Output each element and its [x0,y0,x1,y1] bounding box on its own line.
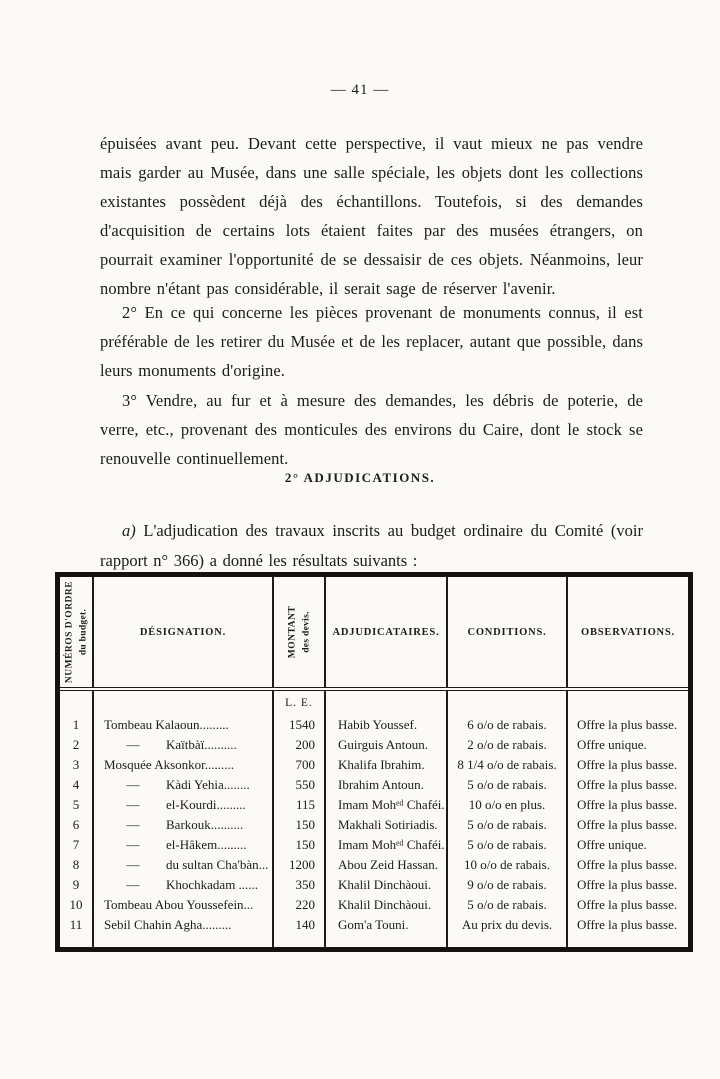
cell-designation: — du sultan Cha'bàn... [93,855,273,875]
table-row [60,875,688,895]
cell-adjudicataire: Imam Mohᵉᵈ Chaféi. [325,835,447,855]
table-row [60,715,688,735]
cell-adjudicataire: Gom'a Touni. [325,915,447,935]
cell-adjudicataire: Guirguis Antoun. [325,735,447,755]
cell-condition: 5 o/o de rabais. [447,835,567,855]
cell-observation: Offre la plus basse. [567,855,688,875]
table-row [60,855,688,875]
cell-observation: Offre la plus basse. [567,715,688,735]
cell-observation: Offre la plus basse. [567,875,688,895]
cell-condition: 5 o/o de rabais. [447,815,567,835]
cell-designation: — el-Hâkem......... [93,835,273,855]
cell-adjudicataire: Khalifa Ibrahim. [325,755,447,775]
cell-designation: — Khochkadam ...... [93,875,273,895]
cell-montant: 150 [273,835,325,855]
col-header-numeros [60,577,93,689]
cell-designation: Tombeau Kalaoun......... [93,715,273,735]
col-header-designation: DÉSIGNATION. [93,577,273,689]
paragraph-item-2: 2° En ce qui concerne les pièces provenant de monuments connus, il est préférable de les retirer du Musée et de les replacer, autant que possible, dans leurs monuments d'origine. [100,302,643,380]
table-row [60,835,688,855]
cell-observation: Offre la plus basse. [567,775,688,795]
ditto-dash: — [126,817,140,832]
table-row [60,775,688,795]
cell-num: 5 [72,797,80,812]
cell-condition: 6 o/o de rabais. [447,715,567,735]
cell-observation: Offre unique. [567,735,688,755]
cell-observation: Offre la plus basse. [567,815,688,835]
header-montant-line1: MONTANT [287,605,298,659]
cell-adjudicataire: Imam Mohᵉᵈ Chaféi. [325,795,447,815]
table-row [60,895,688,915]
cell-condition: 9 o/o de rabais. [447,875,567,895]
col-header-montant [273,577,325,689]
cell-designation: — Kaïtbàï.......... [93,735,273,755]
ditto-dash: — [126,877,140,892]
table-row [60,795,688,815]
cell-observation: Offre la plus basse. [567,755,688,775]
cell-condition: 5 o/o de rabais. [447,895,567,915]
ditto-dash: — [126,857,140,872]
cell-observation: Offre la plus basse. [567,895,688,915]
col-header-adjudicataires: ADJUDICATAIRES. [325,577,447,689]
table-intro-paragraph [100,516,643,576]
table-row [60,735,688,755]
table-row [60,755,688,775]
cell-designation: — Barkouk.......... [93,815,273,835]
table-row [60,915,688,935]
cell-adjudicataire: Habib Youssef. [325,715,447,735]
ditto-dash: — [126,777,140,792]
col-header-conditions: CONDITIONS. [447,577,567,689]
cell-num: 1 [72,717,80,732]
cell-designation: — el-Kourdi......... [93,795,273,815]
cell-montant: 150 [273,815,325,835]
table-filler-row [60,935,688,947]
cell-adjudicataire: Ibrahim Antoun. [325,775,447,795]
ditto-dash: — [126,737,140,752]
cell-designation: Mosquée Aksonkor......... [93,755,273,775]
cell-num: 2 [72,737,80,752]
cell-num: 3 [72,757,80,772]
cell-num: 10 [69,897,83,912]
intro-lead-letter: a) [122,520,136,540]
cell-adjudicataire: Makhali Sotiriadis. [325,815,447,835]
cell-num: 7 [72,837,80,852]
cell-designation: Tombeau Abou Youssefein... [93,895,273,915]
adjudications-table [55,572,693,952]
cell-montant: 220 [273,895,325,915]
cell-adjudicataire: Abou Zeid Hassan. [325,855,447,875]
ditto-dash: — [126,797,140,812]
cell-condition: 8 1/4 o/o de rabais. [447,755,567,775]
cell-montant: 115 [273,795,325,815]
cell-num: 9 [72,877,80,892]
cell-condition: 10 o/o en plus. [447,795,567,815]
cell-condition: Au prix du devis. [447,915,567,935]
cell-montant: 140 [273,915,325,935]
cell-condition: 5 o/o de rabais. [447,775,567,795]
cell-num: 11 [69,917,83,932]
currency-row [60,689,688,715]
cell-montant: 1540 [273,715,325,735]
cell-num: 6 [72,817,80,832]
paragraph-continuation: épuisées avant peu. Devant cette perspective, il vaut mieux ne pas vendre mais garder au Musée, dans une salle spéciale, les objets dont les collections existantes possèdent déjà des échantillons. Toutefois, si des demandes d'acquisition de certains lots étaient faites par des musées étrangers, on pourrait examiner l'opportunité de se dessaisir de ces objets. Néanmoins, leur nombre n'étant pas considérable, il serait sage de réserver l'avenir. [100,133,643,298]
cell-montant: 350 [273,875,325,895]
cell-montant: 550 [273,775,325,795]
cell-adjudicataire: Khalil Dinchàoui. [325,895,447,915]
cell-designation: Sebil Chahin Agha......... [93,915,273,935]
cell-montant: 1200 [273,855,325,875]
col-header-observations: OBSERVATIONS. [567,577,688,689]
cell-condition: 2 o/o de rabais. [447,735,567,755]
cell-num: 4 [72,777,80,792]
page-number: — 41 — [330,82,390,98]
cell-num: 8 [72,857,80,872]
section-heading-adjudications: 2° ADJUDICATIONS. [284,470,436,485]
ditto-dash: — [126,837,140,852]
currency-label: L. E. [273,689,325,715]
header-numeros-line1: NUMÉROS D'ORDRE [64,580,75,684]
header-numeros-line2: du budget. [78,608,88,656]
header-montant-line2: des devis. [301,611,311,653]
table-row [60,815,688,835]
cell-montant: 700 [273,755,325,775]
cell-observation: Offre la plus basse. [567,915,688,935]
cell-designation: — Kàdi Yehia........ [93,775,273,795]
cell-observation: Offre unique. [567,835,688,855]
cell-condition: 10 o/o de rabais. [447,855,567,875]
table-header-row [60,577,688,689]
cell-adjudicataire: Khalil Dinchàoui. [325,875,447,895]
intro-text: L'adjudication des travaux inscrits au budget ordinaire du Comité (voir rapport n° 366) a donné les résultats suivants : [100,520,643,570]
cell-observation: Offre la plus basse. [567,795,688,815]
cell-montant: 200 [273,735,325,755]
paragraph-item-3: 3° Vendre, au fur et à mesure des demandes, les débris de poterie, de verre, etc., provenant des monticules des environs du Caire, dont le stock se renouvelle continuellement. [100,390,643,468]
